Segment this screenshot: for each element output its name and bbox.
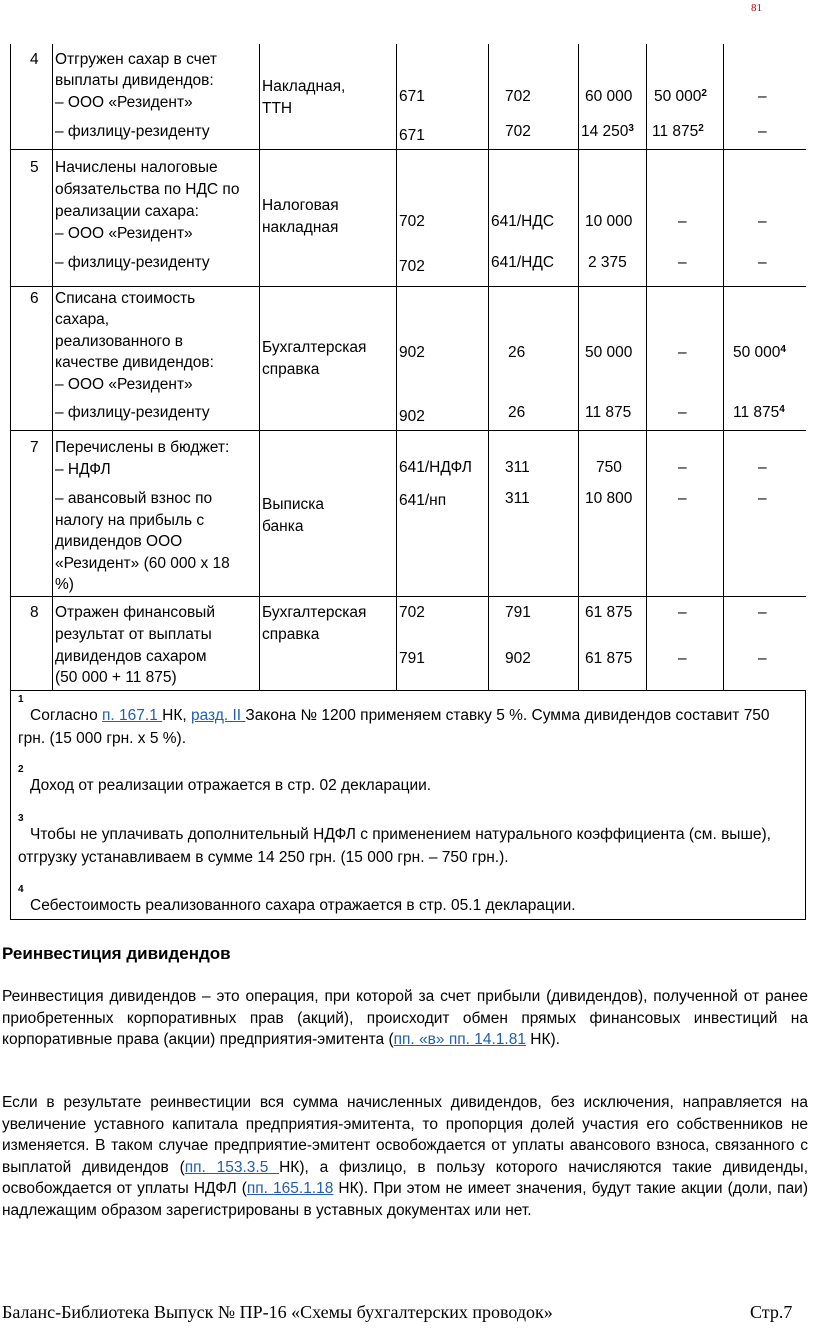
sum-3: – (758, 650, 767, 667)
sum-1: 2 375 (588, 254, 627, 271)
operation-line: качестве дивидендов: (55, 354, 214, 371)
document-line: Налоговая (262, 197, 339, 214)
debit-account: 671 (399, 127, 425, 144)
entry-label: – авансовый взнос по (55, 490, 213, 507)
debit-account: 791 (399, 650, 425, 667)
footnote-mark: 1 (18, 694, 24, 705)
row-number: 6 (30, 290, 39, 307)
footnote-text: Себестоимость реализованного сахара отражается в стр. 05.1 декларации. (30, 897, 576, 914)
sum-3: 50 $000^4$ (733, 344, 786, 361)
row-number: 7 (30, 439, 39, 456)
credit-account: 26 (508, 404, 526, 421)
sum-2: 11 $875^2$ (652, 123, 704, 140)
sum-3: 11 $875^4$ (733, 404, 785, 421)
sum-2: – (678, 650, 687, 667)
document-line: Выписка (262, 496, 325, 513)
footer-page: Стр.7 (750, 1302, 793, 1322)
operation-line: – НДФЛ (55, 461, 111, 478)
operation-line: (50 000 + 11 875) (55, 669, 177, 686)
debit-account: 641/нп (399, 492, 447, 509)
law-link[interactable]: разд. II (190, 707, 246, 724)
sum-2: – (678, 604, 687, 621)
footnote-mark: 2 (18, 764, 24, 775)
row-number: 4 (30, 51, 39, 68)
operation-line: Начислены налоговые (55, 159, 218, 176)
sum-1: 61 875 (585, 650, 633, 667)
operation-line: – ООО «Резидент» (55, 94, 193, 111)
sum-1: 60 000 (585, 88, 633, 105)
operation-line: – ООО «Резидент» (55, 225, 193, 242)
credit-account: 26 (508, 344, 526, 361)
debit-account: 902 (399, 344, 425, 361)
operation-line: дивидендов сахаром (55, 648, 207, 665)
operation-line: Перечислены в бюджет: (55, 439, 230, 456)
entry-label: – физлицу-резиденту (55, 404, 210, 421)
sum-3: – (758, 490, 767, 507)
operation-line: реализованного в (55, 333, 184, 350)
law-link[interactable]: пп. 153.3.5 (184, 1158, 280, 1176)
debit-account: 702 (399, 213, 425, 230)
document-line: Накладная, (262, 78, 346, 95)
debit-account: 902 (399, 408, 425, 425)
sum-2: – (678, 490, 687, 507)
footnote-ref: 3 (628, 123, 634, 134)
sum-3: – (758, 604, 767, 621)
footnote-text: Доход от реализации отражается в стр. 02 декларации. (30, 777, 432, 794)
page-number: 81 (751, 2, 762, 14)
entry-label: «Резидент» (60 000 х 18 (55, 555, 230, 572)
sum-1: 10 000 (585, 213, 633, 230)
footnote-mark: 4 (18, 884, 24, 895)
operation-line: сахара, (55, 311, 110, 328)
debit-account: 702 (399, 604, 425, 621)
sum-1: 750 (596, 459, 622, 476)
credit-account: 791 (505, 604, 531, 621)
row-number: 5 (30, 159, 39, 176)
sum-1: 11 875 (585, 404, 632, 421)
footnote-ref: 2 (701, 88, 707, 99)
sum-3: – (758, 459, 767, 476)
operation-line: Списана стоимость (55, 290, 196, 307)
sum-2: 50 $000^2$ (654, 88, 707, 105)
sum-2: – (678, 213, 687, 230)
credit-account: 902 (505, 650, 531, 667)
operation-line: выплаты дивидендов: (55, 72, 214, 89)
law-link[interactable]: п. 167.1 (102, 707, 163, 724)
operation-line: – ООО «Резидент» (55, 376, 193, 393)
operation-line: Отгружен сахар в счет (55, 51, 217, 68)
sum-2: – (678, 404, 687, 421)
footnote-ref: 4 (779, 404, 785, 415)
footnote-ref: 4 (780, 344, 786, 355)
debit-account: 702 (399, 258, 425, 275)
footer-title: Баланс-Библиотека Выпуск № ПР-16 «Схемы бухгалтерских проводок» (2, 1302, 553, 1322)
document-line: Бухгалтерская (262, 339, 367, 356)
debit-account: 641/НДФЛ (399, 459, 472, 476)
sum-1: 50 000 (585, 344, 633, 361)
law-link[interactable]: пп. 165.1.18 (246, 1180, 334, 1197)
entry-label: – физлицу-резиденту (55, 123, 210, 140)
paragraph: Если в результате реинвестиции вся сумма начисленных дивидендов, без исключения, направляется на увеличение уставного капитала предприятия-эмитента, то пропорция долей участия его собственников не изменяется. В таком случае предприятие-эмитент освобождается от уплаты авансового взноса, связанного с выплатой дивидендов (пп. 153.3.5 НК), а физлицо, в пользу которого начисляются такие дивиденды, освобождается от уплаты НДФЛ (пп. 165.1.18 НК). При этом не имеет значения, будут такие акции (доли, паи) надлежащим образом зарегистрированы в уставных документах или нет. (2, 1094, 809, 1219)
sum-2: – (678, 254, 687, 271)
law-link[interactable]: пп. «в» пп. 14.1.81 (393, 1031, 526, 1048)
document-line: справка (262, 626, 320, 643)
footnote-text: Чтобы не уплачивать дополнительный НДФЛ с применением натурального коэффициента (см. выше), отгрузку устанавливаем в сумме 14 250 грн. (15 000 грн. – 750 грн.). (18, 826, 771, 866)
credit-account: 311 (505, 459, 530, 476)
credit-account: 311 (505, 490, 530, 507)
paragraph: Реинвестиция дивидендов – это операция, при которой за счет прибыли (дивидендов), полученной от ранее приобретенных корпоративных прав (акций), происходит обмен прямых финансовых инвестиций на корпоративные права (акции) предприятия-эмитента (пп. «в» пп. 14.1.81 НК). (2, 988, 808, 1048)
operation-line: обязательства по НДС по (55, 181, 240, 198)
sum-3: – (758, 123, 767, 140)
section-title: Реинвестиция дивидендов (2, 944, 231, 963)
footnote-text: Согласно п. 167.1 НК, разд. II Закона № 1200 применяем ставку 5 %. Сумма дивидендов составит 750 грн. (15 000 грн. х 5 %). (18, 707, 770, 747)
operation-line: Отражен финансовый (55, 604, 215, 621)
entry-label: – физлицу-резиденту (55, 254, 210, 271)
credit-account: 641/НДС (491, 213, 555, 230)
operation-line: реализации сахара: (55, 203, 199, 220)
document-line: накладная (262, 219, 339, 236)
footnote-mark: 3 (18, 813, 24, 824)
operation-line: результат от выплаты (55, 626, 212, 643)
sum-1: 14 $250^3$ (581, 123, 634, 140)
row-number: 8 (30, 604, 39, 621)
sum-2: – (678, 344, 687, 361)
entry-label: налогу на прибыль с (55, 512, 205, 529)
sum-1: 61 875 (585, 604, 633, 621)
document-line: справка (262, 361, 320, 378)
entry-label: дивидендов ООО (55, 533, 183, 550)
credit-account: 702 (505, 88, 531, 105)
sum-3: – (758, 254, 767, 271)
debit-account: 671 (399, 88, 425, 105)
document-line: Бухгалтерская (262, 604, 367, 621)
document-line: банка (262, 518, 304, 535)
sum-3: – (758, 88, 767, 105)
entry-label: %) (55, 576, 74, 593)
credit-account: 641/НДС (491, 254, 555, 271)
credit-account: 702 (505, 123, 531, 140)
sum-1: 10 800 (585, 490, 633, 507)
sum-2: – (678, 459, 687, 476)
document-line: ТТН (262, 100, 293, 117)
sum-3: – (758, 213, 767, 230)
footnote-ref: 2 (698, 123, 704, 134)
